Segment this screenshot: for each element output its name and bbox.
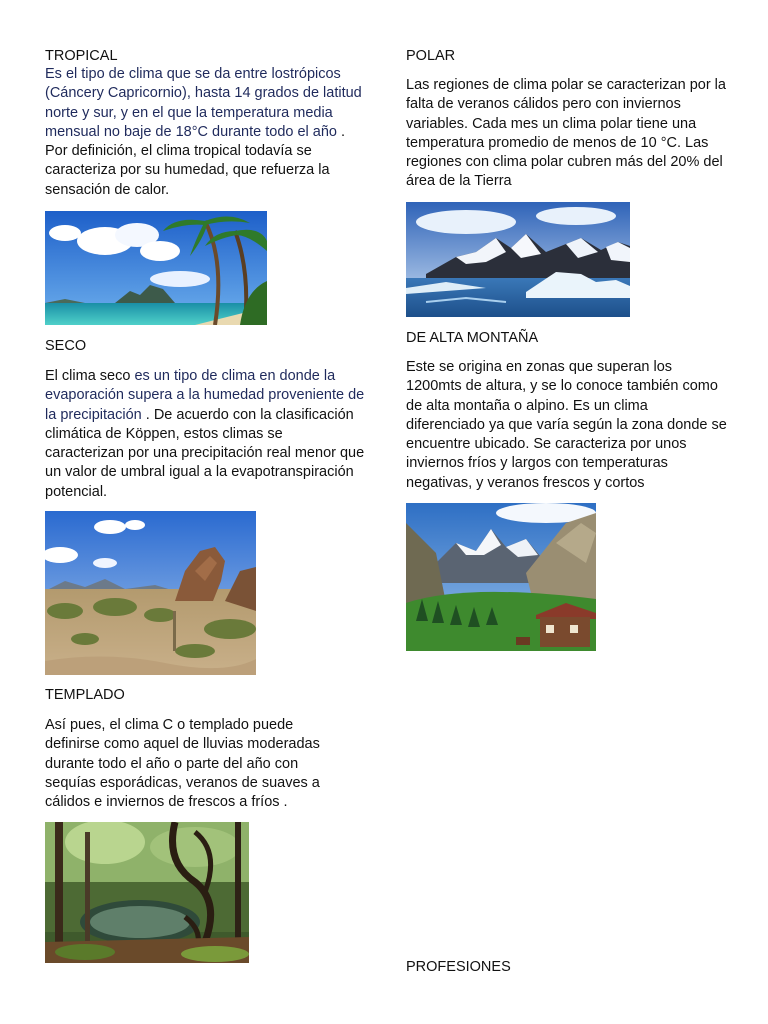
paragraph-alta-montana: Este se origina en zonas que superan los 1200mts de altura, y se lo conoce también como de alta montaña o alpino. Es un clima diferenciado ya que varía según la zona donde se encuentre ubicado. Se caracteriza por unos inviernos fríos y largos con temperaturas negativas, y veranos frescos y cortos [406,359,727,491]
polar-photo [406,202,630,317]
heading-templado: TEMPLADO [45,687,125,703]
forest-photo [45,822,249,963]
seco-rest-text: . De acuerdo con la clasificación climática de Köppen, estos climas se caracterizan por una precipitación real menor que un valor de umbral igual a la evapotranspiración potencial. [45,406,365,500]
alpine-photo [406,503,596,651]
seco-definition-text: es un tipo de clima en donde la evaporación supera a la humedad proveniente de la precipitación [45,368,365,423]
heading-seco: SECO [45,338,87,354]
seco-intro-text: El clima seco [45,368,135,384]
heading-alta-montana: DE ALTA MONTAÑA [406,330,539,346]
heading-profesiones: PROFESIONES [406,959,511,975]
paragraph-polar: Las regiones de clima polar se caracterizan por la falta de veranos cálidos pero con inviernos variables. Cada mes un clima polar tiene una temperatura promedio de menos de 10 °C. Las regiones con clima polar cubren más del 20% del área de la Tierra [406,77,726,190]
heading-polar: POLAR [406,48,456,64]
paragraph-tropical [45,65,365,200]
tropical-definition-text: Es el tipo de clima que se da entre lostrópicos (Cáncery Capricornio), hasta 14 grados de latitud norte y sur, y en el que la temperatura media mensual no baje de 18°C durante todo el año [45,66,362,140]
tropical-rest-text: . Por definición, el clima tropical todavía se caracteriza por su humedad, que refuerza la sensación de calor. [45,123,346,198]
heading-tropical: TROPICAL [45,48,118,64]
tropical-beach-photo [45,211,267,325]
desert-photo [45,511,256,675]
paragraph-seco [45,367,365,502]
paragraph-templado: Así pues, el clima C o templado puede definirse como aquel de lluvias moderadas durante todo el año o parte del año con sequías esporádicas, veranos de suaves a cálidos e inviernos de frescos a fríos . [45,717,320,811]
